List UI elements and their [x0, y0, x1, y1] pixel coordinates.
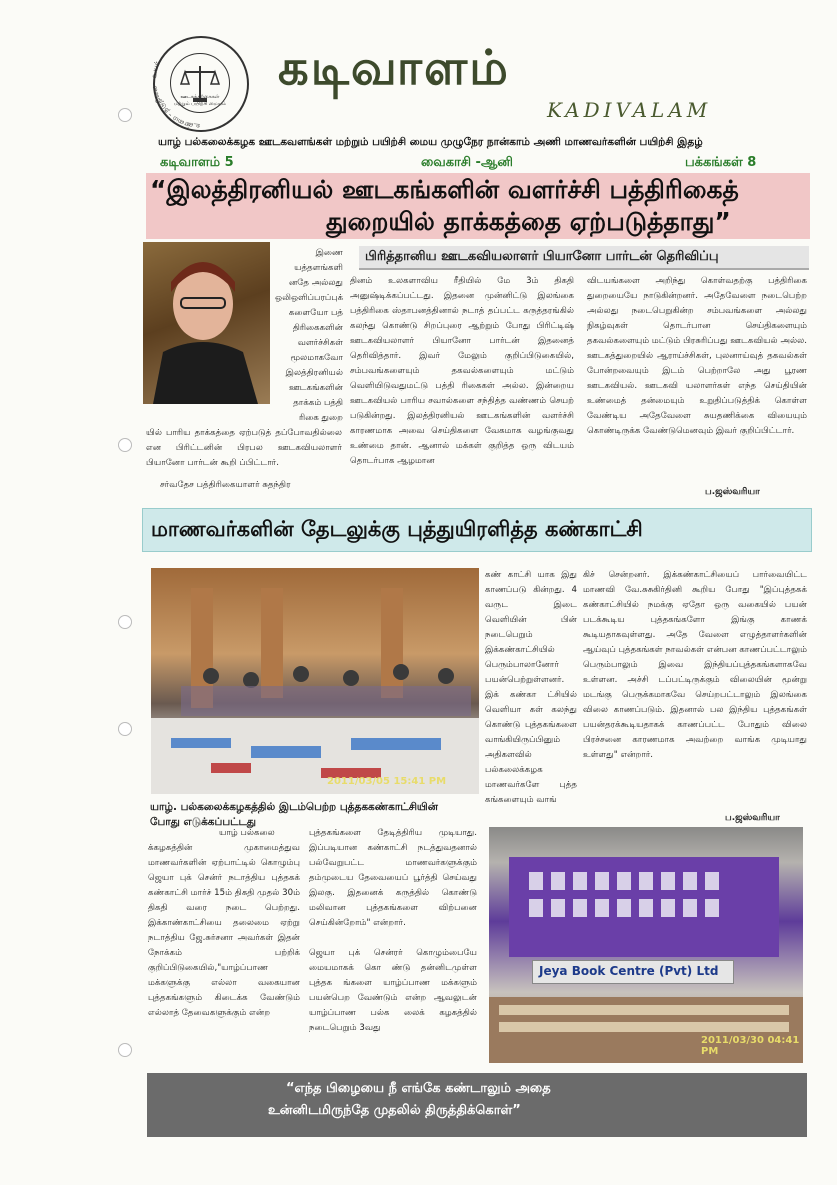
issue-number: கடிவாளம் 5: [160, 155, 234, 170]
punch-hole: [118, 615, 132, 629]
book-centre-stall-photo: [489, 827, 803, 1063]
quote-line1: “எந்த பிழையை நீ எங்கே கண்டாலும் அதை: [286, 1081, 551, 1096]
article2-headline-text: மாணவர்களின் தேடலுக்கு புத்துயிரளித்த கண்காட்சி: [151, 517, 643, 541]
article1-col1-text: யில் பாரிய தாக்கத்தை ஏற்படுத் தப்போவதில்லை என பிரிட்டனின் பிரபல ஊடகவியலாளர் பியானோ பார்டன் கூறி ப்பிட்டார்.: [146, 428, 342, 468]
text-line: ரிகை துறை: [299, 413, 343, 423]
article2-col-left-indent: யாழ் பல்கலை: [219, 828, 275, 838]
article1-headline-line2: துறையில் தாக்கத்தை ஏற்படுத்தாது”: [326, 207, 731, 236]
text-line: வளர்ச்சிகள்: [297, 338, 343, 348]
text-line: மூலமாகவோ: [290, 353, 343, 363]
article1-headline: [146, 173, 810, 239]
photo-timestamp: 2011/03/30 04:41 PM: [701, 1035, 800, 1057]
text-line: களையோ பத்: [288, 308, 343, 318]
text-line: னதே அல்லது: [288, 278, 343, 288]
photo-timestamp: 2011/03/05 15:41 PM: [327, 776, 447, 787]
punch-hole: [118, 1043, 132, 1057]
sign-text: Jeya Book Centre (Pvt) Ltd: [539, 964, 719, 978]
article2-col-left: க்கழகத்தின் முகாமைத்துவ மாணவர்களின் ஏற்பாட்டில் கொழும்பு ஜெயா புக் சென்ர் நடாத்திய புத்தகக் கண்காட்சி மார்ச் 15ம் திகதி முதல் 30ம் திகதி வரை நடை பெற்றது. இக்காண்காட்சியை தலைமை ஏற்று நடாத்திய ஜே.சுர்சனா அவர்கள் இதன் நோக்கம் பற்றிக் குறிப்பிடுகையில்,"யாழ்ப்பாண மக்களுக்கு எல்லா வகையான புத்தகங்களும் கிடைக்க வேண்டும் எல்லாத் தேவைகளுக்கும் என்ற: [148, 843, 300, 1018]
punch-hole: [118, 722, 132, 736]
caption-line: யாழ். பல்கலைக்கழகத்தில் இடம்பெற்ற புத்தககண்காட்சியின்: [150, 801, 438, 813]
masthead-title-tamil: கடிவாளம்: [278, 40, 510, 96]
svg-text:உண்மை - நடுநிலை - உயர்: உண்மை - நடுநிலை - உயர்: [150, 60, 201, 131]
article1-subheadline: [359, 246, 809, 270]
article1-col1-side: [275, 246, 343, 426]
text-line: இலத்திரனியல்: [285, 368, 343, 378]
article2-col-right: கிச் சென்றனர். இக்கண்காட்சியைப் பார்வையிட்ட மாணவி வே.சுசுகிர்தினி கூறிய போது "இப்புத்தகக் கண்காட்சியில் நமக்கு ஏதோ ஒரு வகையில் பயன் படக்கூடிய புத்தகங்களோ இங்கு காணக் கூடியதாகவுள்ளது. அதே வேளை எழுத்தாளர்களின் ஆய்வுப் புத்தகங்கள் நாவல்கள் என்பன காணப்பட்டாலும் பெரும்பாலும் இவை இந்தியப்புத்தகங்களாகவே உள்ளன. அச்சி டப்பட்டிருக்கும் விலையின் மூன்று மடங்கு பெருக்கமாகவே செய்றபட்டாலும் இலங்கை விலை காணப்படும். இதனால் பல இந்திய புத்தகங்கள் பயன்தரக்கூடியதாகக் காணப்பட்ட போதும் விலை பிரச்சனை காரணமாக அவற்றை வாங்க முடியாது உள்ளது" என்றார்.: [583, 570, 807, 760]
text-line: தாக்கம் பத்தி: [293, 398, 343, 408]
article1-subheadline-text: பிரித்தானிய ஊடகவியலாளர் பியானோ பார்டன் தெரிவிப்பு: [365, 249, 719, 264]
text-line: ஒலிஒளிப்பரப்புக்: [275, 293, 344, 303]
article1-byline: ப.ஜஸ்வரியா: [705, 487, 760, 497]
logo-inner-text: ஊடகக்கற்கைகள் மற்றும் பயிற்சி மையம்: [173, 94, 227, 107]
article2-col-mid: புத்தகங்களை தேடித்திரிய முடியாது. இப்படியான கண்காட்சி நடத்துவதனால் பல்வேறுபட்ட மாணவர்களுக்கும் தம்முடைய தேவையைப் பூர்த்தி செய்வது இலகு. இதனைக் கருத்தில் கொண்டு மலிவான புத்தகங்களை விற்பனை செய்கின்றோம்" என்றார்.: [309, 828, 477, 928]
text-line: யத்தளங்களி: [294, 263, 343, 273]
article2-byline: ப.ஜஸ்வரியா: [725, 813, 780, 823]
issue-pages: பக்கங்கள் 8: [685, 155, 757, 170]
text-line: ஊடகங்களின்: [288, 383, 343, 393]
article1-col3-text: விடயங்களை அறிந்து கொள்வதற்கு பத்திரிகை துறையையே நாடுகின்றனர். அதேவேளை நடைபெற்ற அல்லது நடைபெறுகின்ற சம்பவங்களை அல்லது நிகழ்வுகள் தொடர்பான செய்திகளையும் தகவல்களையும் மட்டும் பிரசுரிப்பது ஊடகவியல் அல்ல. ஊடகத்துறையில் ஆராய்ச்சிகள், புலனாய்வுத் தகவல்கள் போன்றவையும் இடம் பெற்றாலே அது பூரண ஊடகவியல். ஊடகவி யலாளர்கள் எந்த செய்தியின் உண்மைத் தன்மையும் உறுதிப்படுத்திக் கொள்ள வேண்டிய அதேவேளை சுயதணிக்கை வியையும் கொண்டிருக்க வேண்டுமெனவும் இவர் குறிப்பிட்டார்.: [587, 276, 807, 436]
article2-col-narrow: கண் காட்சி யாக இது காணப்படு கின்றது. 4 வருட இடை வெளியின் பின் நடைபெறும் இக்கண்காட்சியில் பெரும்பாலானோர் பயன்பெற்றுள்ளனர். இக் கண்கா ட்சியில் வெளியா கள் கலந்து கொண்டு புத்தகங்களை வாங்கியிருப்பினும் அதிகளவில் பல்கலைக்கழக மாணவர்களே புத்த கங்களையும் வாங்: [485, 570, 577, 805]
masthead-title-english: KADIVALAM: [547, 98, 712, 122]
article1-col1-last: சர்வதேச பத்திரிகையாளர் சுதந்திர: [160, 480, 291, 490]
issue-months: வைகாசி -ஆனி: [421, 155, 513, 170]
text-line: இணை: [315, 248, 343, 258]
logo-ring-text: [150, 30, 250, 134]
article2-col-mid2: ஜெயா புக் சென்ரர் கொழும்பையே மையமாகக் கொ ண்டு தன்னிடமுள்ள புத்தக ங்களை யாழ்ப்பாண மக்களும் பயன்பெற வேண்டும் என்ற ஆவலுடன் யாழ்ப்பாண பல்க லைக் கழகத்தில் நடைபெறும் 3வது: [309, 948, 477, 1033]
punch-hole: [118, 108, 132, 122]
quote-box: [147, 1073, 807, 1137]
text-line: திரிகைகளின்: [292, 323, 343, 333]
article1-headline-line1: “இலத்திரனியல் ஊடகங்களின் வளர்ச்சி பத்திரிகைத்: [150, 175, 739, 204]
journalist-photo: [143, 242, 270, 404]
jeya-book-centre-sign: [532, 960, 734, 984]
book-fair-photo: [151, 568, 479, 794]
masthead-tagline: யாழ் பல்கலைக்கழக ஊடகவளங்கள் மற்றும் பயிற்சி மைய முழுநேர நான்காம் அணி மாணவர்களின் பயிற்சி இதழ்: [158, 136, 703, 148]
caption-line: போது எடுக்கப்பட்டது: [150, 816, 256, 828]
article1-col2-text: தினம் உலகளாவிய ரீதியில் மே 3ம் திகதி அனுஷ்டிக்கப்பட்டது. இதனை முன்னிட்டு இலங்கை பத்திரிகை ஸ்தாபனத்தினால் நடாத் தப்பட்ட கருத்தரங்கில் கலந்து கொண்டு சிறப்புரை ஆற்றும் போது பிரிட்டிஷ் ஊடகவியலாளர் பியானோ பார்டன் இதனைத் தெரிவித்தார். இவர் மேலும் குறிப்பிடுகையில், சம்பவங்களையும் தகவல்களையும் மட்டும் வெளியிடுவதுமட்டு பத்தி ரிகைகள் அல்ல. இன்றைய ஊடகவியல் பாரிய சவால்களை சந்தித்த வண்ணம் செயற் படுகின்றது. இலத்திரனியல் ஊடகங்களின் வளர்ச்சி காரணமாக அவை செய்திகளை வேகமாக வழங்குவது உண்மை தான். ஆனால் மக்கள் குறித்த ஒரு விடயம் தொடர்பாக ஆழமான: [350, 276, 574, 466]
quote-line2: உன்னிடமிருந்தே முதலில் திருத்திக்கொள்”: [268, 1103, 521, 1118]
punch-hole: [118, 438, 132, 452]
article2-headline: [142, 508, 812, 552]
